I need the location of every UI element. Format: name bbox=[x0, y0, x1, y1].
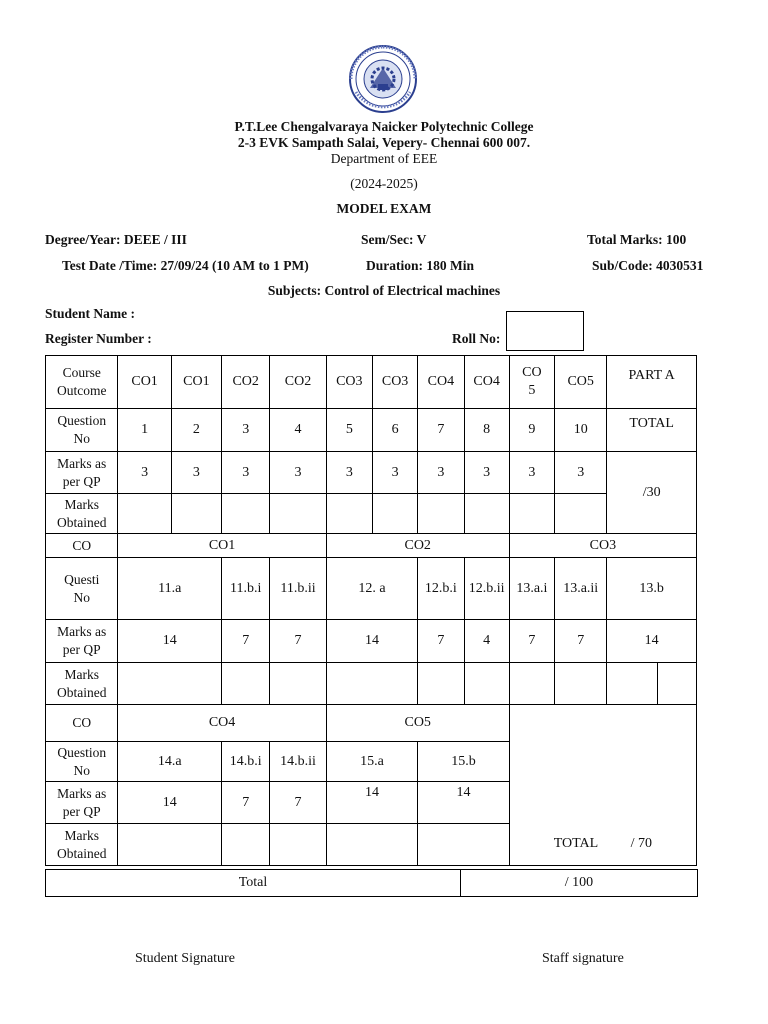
co-group-cell: CO4 bbox=[118, 705, 326, 742]
marks-qp-label: Marks as per QP bbox=[46, 620, 118, 663]
co-cell: CO1 bbox=[118, 356, 171, 409]
question-no-label: Question No bbox=[46, 409, 118, 452]
co-cell: CO2 bbox=[270, 356, 326, 409]
marks-cell: 14 bbox=[118, 620, 222, 663]
college-address: 2-3 EVK Sampath Salai, Vepery- Chennai 600 007. bbox=[237, 135, 531, 150]
obtained-cell[interactable] bbox=[118, 494, 171, 534]
co-group-cell: CO3 bbox=[509, 534, 696, 558]
marks-obtained-label: Marks Obtained bbox=[46, 494, 118, 534]
marks-cell: 3 bbox=[555, 452, 607, 494]
question-cell: 11.b.i bbox=[222, 558, 270, 620]
marks-cell: 3 bbox=[171, 452, 221, 494]
grand-total-value[interactable]: / 100 bbox=[461, 870, 698, 897]
marks-cell: 14 bbox=[326, 620, 418, 663]
question-cell: 11.a bbox=[118, 558, 222, 620]
part-b1-obtained-row bbox=[46, 663, 697, 705]
roll-no-label: Roll No: bbox=[452, 331, 501, 346]
grand-total-table bbox=[45, 869, 698, 897]
subject-code: Sub/Code: 4030531 bbox=[592, 258, 704, 273]
question-cell: 13.a.i bbox=[509, 558, 554, 620]
marks-cell: 3 bbox=[118, 452, 171, 494]
co-cell: CO2 bbox=[222, 356, 270, 409]
co-cell: CO3 bbox=[372, 356, 417, 409]
co-cell: CO 5 bbox=[509, 356, 554, 409]
question-cell: 15.b bbox=[418, 742, 510, 782]
academic-year: (2024-2025) bbox=[350, 176, 418, 191]
question-cell: 9 bbox=[509, 409, 554, 452]
obtained-cell[interactable] bbox=[607, 663, 657, 705]
co-group-cell: CO2 bbox=[326, 534, 509, 558]
co-label: CO bbox=[46, 534, 118, 558]
part-b1-co-row bbox=[46, 534, 697, 558]
marks-cell: 14 bbox=[118, 782, 222, 824]
question-cell: 10 bbox=[555, 409, 607, 452]
roll-no-box[interactable] bbox=[506, 311, 584, 351]
question-cell: 12.b.i bbox=[418, 558, 464, 620]
part-b-total-label: TOTAL bbox=[553, 836, 598, 852]
question-cell: 8 bbox=[464, 409, 509, 452]
marks-cell: 3 bbox=[464, 452, 509, 494]
part-a-total-label: TOTAL bbox=[607, 409, 697, 452]
part-a-marks-row bbox=[46, 452, 697, 494]
part-a-obtained-row bbox=[46, 494, 697, 534]
marks-cell: 3 bbox=[326, 452, 372, 494]
marks-cell: 3 bbox=[222, 452, 270, 494]
question-cell: 13.a.ii bbox=[555, 558, 607, 620]
co-group-cell: CO1 bbox=[118, 534, 326, 558]
obtained-cell[interactable] bbox=[270, 494, 326, 534]
part-b-total-value: / 70 bbox=[630, 836, 653, 852]
obtained-cell[interactable] bbox=[464, 494, 509, 534]
question-cell: 12.b.ii bbox=[464, 558, 509, 620]
obtained-cell[interactable] bbox=[418, 494, 464, 534]
obtained-cell[interactable] bbox=[326, 494, 372, 534]
blank-cell bbox=[509, 705, 696, 824]
obtained-cell[interactable] bbox=[509, 663, 554, 705]
marks-cell: 7 bbox=[555, 620, 607, 663]
question-cell: 4 bbox=[270, 409, 326, 452]
question-cell: 11.b.ii bbox=[270, 558, 326, 620]
exam-title: MODEL EXAM bbox=[336, 201, 432, 216]
part-b1-marks-row bbox=[46, 620, 697, 663]
marks-cell: 4 bbox=[464, 620, 509, 663]
co-cell: CO3 bbox=[326, 356, 372, 409]
subject-name: Subjects: Control of Electrical machines bbox=[267, 283, 501, 298]
marks-cell: 3 bbox=[418, 452, 464, 494]
obtained-cell[interactable] bbox=[555, 663, 607, 705]
marks-cell: 14 bbox=[326, 782, 418, 824]
student-name-label: Student Name : bbox=[45, 306, 135, 321]
question-cell: 12. a bbox=[326, 558, 418, 620]
question-cell: 3 bbox=[222, 409, 270, 452]
part-b1-question-row bbox=[46, 558, 697, 620]
question-cell: 2 bbox=[171, 409, 221, 452]
department-name: Department of EEE bbox=[330, 151, 438, 166]
register-number-label: Register Number : bbox=[45, 331, 152, 346]
question-cell: 13.b bbox=[607, 558, 697, 620]
marks-cell: 7 bbox=[270, 782, 326, 824]
obtained-cell[interactable] bbox=[270, 663, 326, 705]
question-cell: 14.b.ii bbox=[270, 742, 326, 782]
obtained-cell[interactable] bbox=[464, 663, 509, 705]
grand-total-row bbox=[46, 870, 698, 897]
obtained-cell[interactable] bbox=[509, 494, 554, 534]
marks-cell: 7 bbox=[509, 620, 554, 663]
obtained-cell[interactable] bbox=[326, 663, 418, 705]
obtained-cell[interactable] bbox=[222, 494, 270, 534]
question-no-label: Questi No bbox=[46, 558, 118, 620]
grand-total-label: Total bbox=[46, 870, 461, 897]
obtained-cell[interactable] bbox=[171, 494, 221, 534]
question-cell: 14.b.i bbox=[222, 742, 270, 782]
duration: Duration: 180 Min bbox=[366, 258, 474, 273]
college-name: P.T.Lee Chengalvaraya Naicker Polytechnic College bbox=[234, 119, 534, 134]
obtained-cell[interactable] bbox=[270, 824, 326, 866]
question-no-label: Question No bbox=[46, 742, 118, 782]
marks-obtained-label: Marks Obtained bbox=[46, 824, 118, 866]
co-cell: CO4 bbox=[464, 356, 509, 409]
part-b-total-cell bbox=[509, 824, 696, 866]
total-marks: Total Marks: 100 bbox=[587, 232, 687, 247]
student-signature-label: Student Signature bbox=[135, 951, 235, 966]
co-cell: CO5 bbox=[555, 356, 607, 409]
marks-cell: 7 bbox=[418, 620, 464, 663]
obtained-cell[interactable] bbox=[555, 494, 607, 534]
co-label: CO bbox=[46, 705, 118, 742]
co-cell: CO1 bbox=[171, 356, 221, 409]
marks-cell: 7 bbox=[222, 620, 270, 663]
marks-cell: 3 bbox=[270, 452, 326, 494]
sem-sec: Sem/Sec: V bbox=[361, 232, 427, 247]
marks-cell: 7 bbox=[222, 782, 270, 824]
obtained-cell[interactable] bbox=[222, 663, 270, 705]
degree-year: Degree/Year: DEEE / III bbox=[45, 232, 187, 247]
marks-cell: 14 bbox=[607, 620, 697, 663]
course-outcome-label: Course Outcome bbox=[46, 356, 118, 409]
marks-cell: 3 bbox=[372, 452, 417, 494]
question-cell: 15.a bbox=[326, 742, 418, 782]
marks-cell: 14 bbox=[418, 782, 510, 824]
marks-obtained-label: Marks Obtained bbox=[46, 663, 118, 705]
marks-qp-label: Marks as per QP bbox=[46, 452, 118, 494]
part-b2-obtained-row bbox=[46, 824, 697, 866]
question-cell: 6 bbox=[372, 409, 417, 452]
obtained-cell[interactable] bbox=[657, 663, 696, 705]
part-a-total-value: /30 bbox=[607, 452, 697, 534]
obtained-cell[interactable] bbox=[418, 663, 464, 705]
obtained-cell[interactable] bbox=[118, 824, 222, 866]
test-date-time: Test Date /Time: 27/09/24 (10 AM to 1 PM) bbox=[62, 258, 309, 273]
part-a-question-row bbox=[46, 409, 697, 452]
marks-cell: 7 bbox=[270, 620, 326, 663]
obtained-cell[interactable] bbox=[118, 663, 222, 705]
marks-table bbox=[45, 355, 697, 866]
question-cell: 5 bbox=[326, 409, 372, 452]
co-group-cell: CO5 bbox=[326, 705, 509, 742]
question-cell: 14.a bbox=[118, 742, 222, 782]
obtained-cell[interactable] bbox=[326, 824, 418, 866]
part-b2-co-row bbox=[46, 705, 697, 742]
marks-cell: 3 bbox=[509, 452, 554, 494]
question-cell: 1 bbox=[118, 409, 171, 452]
obtained-cell[interactable] bbox=[372, 494, 417, 534]
obtained-cell[interactable] bbox=[418, 824, 510, 866]
marks-qp-label: Marks as per QP bbox=[46, 782, 118, 824]
part-a-co-row bbox=[46, 356, 697, 409]
obtained-cell[interactable] bbox=[222, 824, 270, 866]
staff-signature-label: Staff signature bbox=[542, 951, 624, 966]
part-a-label: PART A bbox=[607, 356, 697, 409]
co-cell: CO4 bbox=[418, 356, 464, 409]
question-cell: 7 bbox=[418, 409, 464, 452]
college-seal-logo bbox=[348, 44, 418, 114]
